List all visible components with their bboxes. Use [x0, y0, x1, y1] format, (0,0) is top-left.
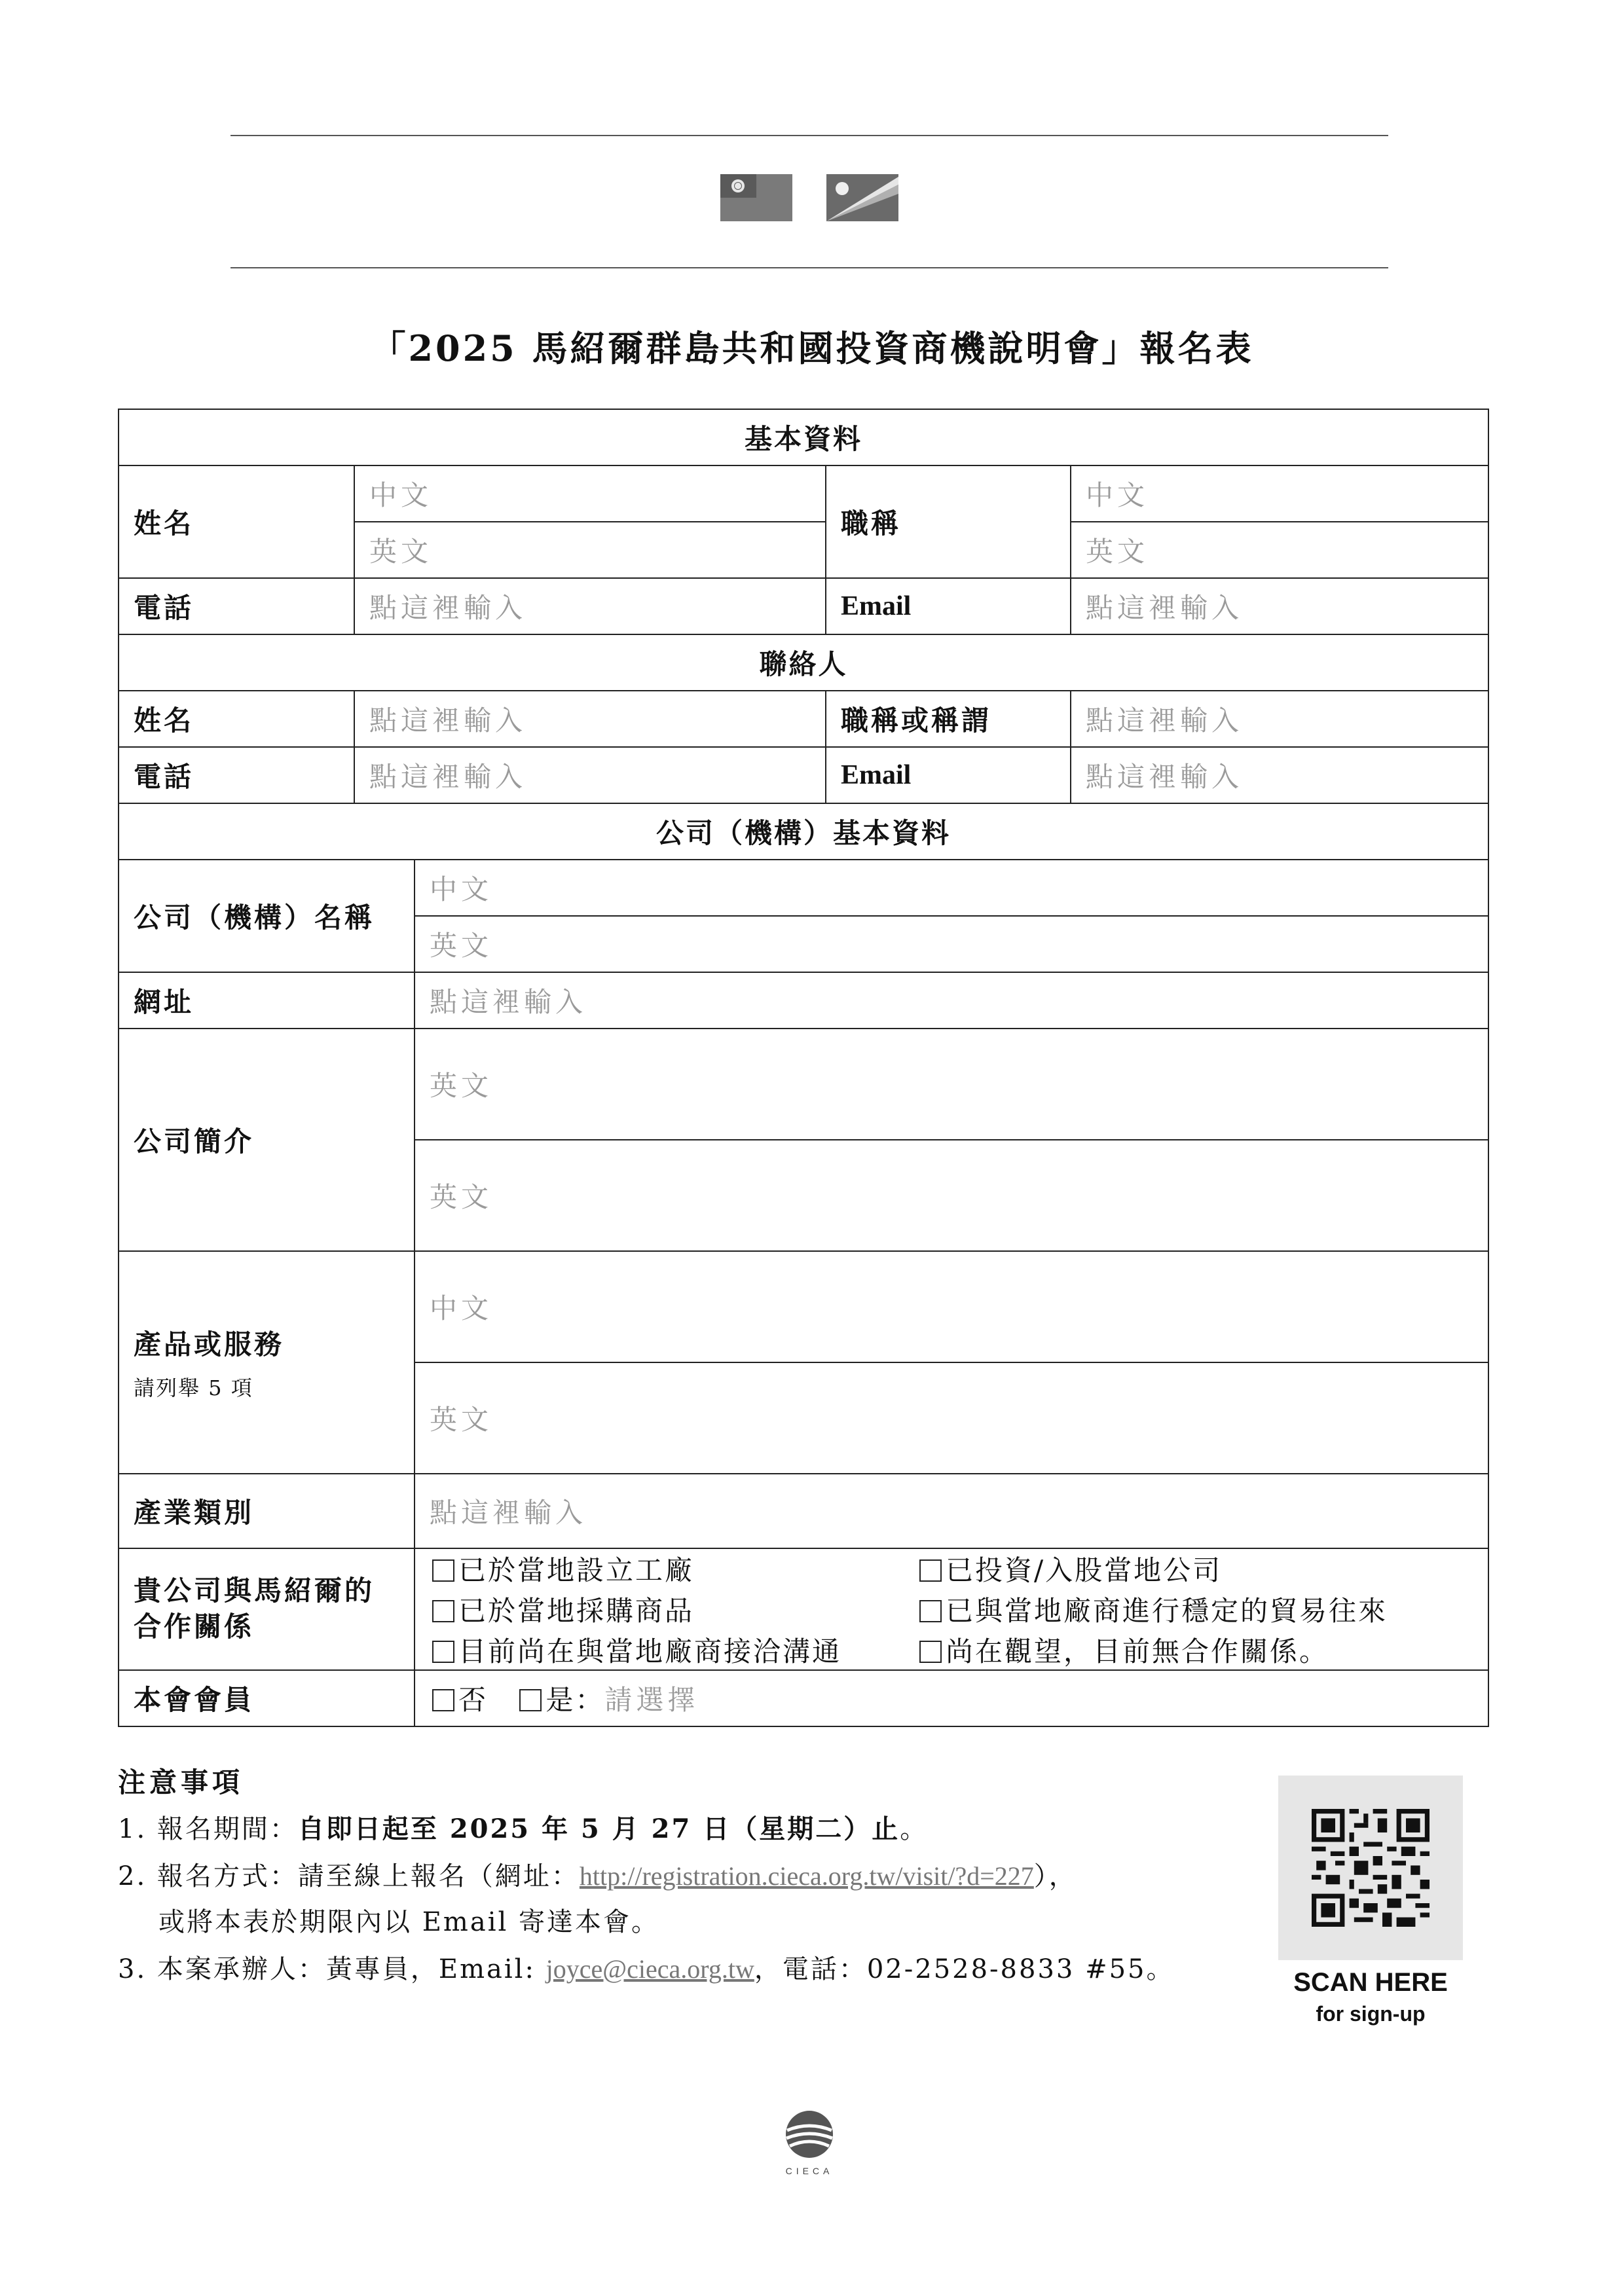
- relation-option-label: 已於當地設立工廠: [458, 1554, 695, 1586]
- company-profile-label: 公司簡介: [119, 1029, 415, 1251]
- relation-label-line-2: 合作關係: [134, 1611, 255, 1643]
- logo-text: CIECA: [785, 2166, 834, 2176]
- phone-label: 電話: [119, 578, 354, 634]
- contact-name-field[interactable]: 點這裡輸入: [354, 691, 826, 747]
- note-3-suffix: ，電話：02-2528-8833 #55。: [754, 1954, 1175, 1984]
- job-title-zh-field[interactable]: 中文: [1071, 465, 1488, 522]
- checkbox[interactable]: [432, 1600, 454, 1622]
- member-yes-label: 是：: [545, 1684, 605, 1716]
- note-1-period: 自即日起至 2025 年 5 月 27 日（星期二）止: [297, 1813, 900, 1844]
- contact-title-label: 職稱或稱謂: [826, 691, 1071, 747]
- phone-field[interactable]: 點這裡輸入: [354, 578, 826, 634]
- qr-caption-main: SCAN HERE: [1293, 1968, 1448, 1997]
- checkbox[interactable]: [919, 1600, 942, 1622]
- email-label: Email: [826, 578, 1071, 634]
- relation-option[interactable]: [432, 1590, 919, 1629]
- checkbox[interactable]: [919, 1559, 942, 1582]
- products-label-text: 產品或服務: [134, 1328, 285, 1360]
- note-2-prefix: 2. 報名方式：請至線上報名（網址：: [118, 1861, 580, 1891]
- email-field[interactable]: 點這裡輸入: [1071, 578, 1488, 634]
- contact-phone-field[interactable]: 點這裡輸入: [354, 747, 826, 803]
- name-label: 姓名: [119, 465, 354, 578]
- qr-code-panel: [1278, 1776, 1463, 1960]
- company-profile-field-1[interactable]: 英文: [415, 1029, 1488, 1140]
- job-title-label: 職稱: [826, 465, 1071, 578]
- section-company: 公司（機構）基本資料: [119, 803, 1488, 860]
- taiwan-flag-icon: [720, 174, 792, 221]
- note-1-prefix: 1. 報名期間：: [118, 1814, 298, 1844]
- products-zh-field[interactable]: 中文: [415, 1251, 1488, 1362]
- website-field[interactable]: 點這裡輸入: [415, 972, 1488, 1029]
- products-en-field[interactable]: 英文: [415, 1362, 1488, 1474]
- relation-option-label: 已與當地廠商進行穩定的貿易往來: [946, 1595, 1388, 1627]
- checkbox[interactable]: [432, 1559, 454, 1582]
- job-title-en-field[interactable]: 英文: [1071, 522, 1488, 578]
- note-1-suffix: 。: [900, 1814, 929, 1844]
- relation-options: [415, 1548, 1488, 1670]
- company-name-zh-field[interactable]: 中文: [415, 860, 1488, 916]
- cieca-logo-icon: [777, 2108, 842, 2160]
- member-no-checkbox[interactable]: [432, 1689, 454, 1711]
- registration-form: [118, 409, 1489, 1727]
- industry-label: 產業類別: [119, 1474, 415, 1548]
- note-2: [118, 1855, 1077, 1893]
- relation-option[interactable]: [432, 1549, 919, 1588]
- member-yes-checkbox[interactable]: [519, 1689, 542, 1711]
- note-2-suffix: ），: [1033, 1861, 1077, 1891]
- contact-phone-label: 電話: [119, 747, 354, 803]
- industry-field[interactable]: 點這裡輸入: [415, 1474, 1488, 1548]
- relation-option-label: 目前尚在與當地廠商接洽溝通: [458, 1635, 842, 1667]
- bottom-rule: [231, 267, 1388, 268]
- qr-caption-sub: for sign-up: [1316, 2002, 1426, 2026]
- note-3-prefix: 3. 本案承辦人：黃專員，Email:: [118, 1954, 546, 1984]
- relation-option-label: 已於當地採購商品: [458, 1595, 695, 1627]
- relation-label-line-1: 貴公司與馬紹爾的: [134, 1575, 375, 1607]
- company-profile-field-2[interactable]: 英文: [415, 1140, 1488, 1251]
- contact-title-field[interactable]: 點這裡輸入: [1071, 691, 1488, 747]
- relation-option[interactable]: [919, 1590, 1443, 1629]
- note-1: [118, 1808, 928, 1846]
- name-zh-field[interactable]: 中文: [354, 465, 826, 522]
- relation-option-label: 已投資/入股當地公司: [946, 1554, 1223, 1586]
- member-options: [415, 1670, 1488, 1726]
- member-no-label: 否: [458, 1684, 489, 1716]
- contact-name-label: 姓名: [119, 691, 354, 747]
- contact-email-field[interactable]: 點這裡輸入: [1071, 747, 1488, 803]
- website-label: 網址: [119, 972, 415, 1029]
- marshall-islands-flag-icon: [826, 174, 898, 221]
- checkbox[interactable]: [432, 1641, 454, 1663]
- member-type-select[interactable]: 請選擇: [604, 1684, 699, 1716]
- relation-option[interactable]: [432, 1630, 919, 1669]
- company-name-en-field[interactable]: 英文: [415, 916, 1488, 972]
- company-name-label: 公司（機構）名稱: [119, 860, 415, 972]
- relation-option[interactable]: [919, 1630, 1443, 1669]
- products-label: [119, 1251, 415, 1474]
- contact-email-label: Email: [826, 747, 1071, 803]
- section-contact: 聯絡人: [119, 634, 1488, 691]
- notes-title: 注意事項: [118, 1766, 244, 1798]
- relation-option-label: 尚在觀望，目前無合作關係。: [946, 1635, 1329, 1667]
- note-2-line-2: 或將本表於期限內以 Email 寄達本會。: [158, 1907, 659, 1937]
- top-rule: [231, 135, 1388, 136]
- relation-option[interactable]: [919, 1549, 1443, 1588]
- member-label: 本會會員: [119, 1670, 415, 1726]
- contact-email-link[interactable]: joyce@cieca.org.tw: [545, 1954, 754, 1984]
- form-title: 「2025 馬紹爾群島共和國投資商機說明會」報名表: [370, 327, 1254, 369]
- section-basic-info: 基本資料: [119, 409, 1488, 465]
- note-3: [118, 1948, 1174, 1986]
- checkbox[interactable]: [919, 1641, 942, 1663]
- qr-code-icon[interactable]: [1312, 1809, 1430, 1927]
- registration-link[interactable]: http://registration.cieca.org.tw/visit/?d=227: [579, 1861, 1034, 1891]
- relation-label: [119, 1548, 415, 1670]
- products-sublabel: 請列舉 5 項: [134, 1376, 253, 1400]
- name-en-field[interactable]: 英文: [354, 522, 826, 578]
